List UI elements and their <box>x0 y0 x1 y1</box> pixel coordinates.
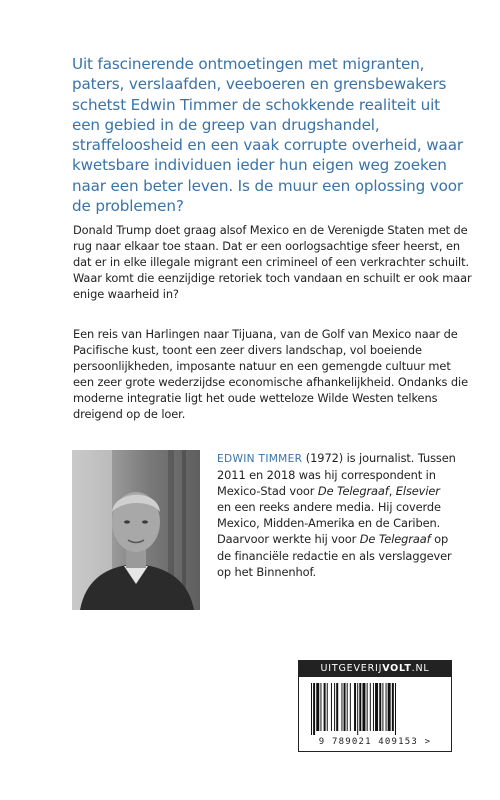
barcode-bar <box>362 683 365 731</box>
barcode <box>309 683 441 735</box>
barcode-bar <box>357 683 358 735</box>
barcode-bar <box>395 683 396 735</box>
publisher-suffix: .NL <box>411 663 430 674</box>
back-cover-blurb: Uit fascinerende ontmoetingen met migranten, paters, verslaafden, veeboeren en grensbewakers schetst Edwin Timmer de schokkende realiteit uit een gebied in de greep van drugshandel, straffeloosheid en een vaak corrupte overheid, waar kwetsbare individuen ieder hun eigen weg zoeken naar een beter leven. Is de muur een oplossing voor de problemen? <box>72 55 464 216</box>
author-name: EDWIN TIMMER <box>217 453 303 465</box>
barcode-bar <box>354 683 356 731</box>
publication-name: Elsevier <box>395 484 440 499</box>
barcode-bar <box>367 683 368 731</box>
barcode-bar <box>350 683 351 731</box>
barcode-bar <box>347 683 348 731</box>
barcode-bar <box>382 683 383 731</box>
barcode-bar <box>386 683 387 731</box>
barcode-bar <box>344 683 346 731</box>
barcode-bar <box>331 683 332 731</box>
publication-name: De Telegraaf <box>359 532 431 547</box>
barcode-bar <box>320 683 321 731</box>
barcode-bar <box>316 683 319 731</box>
publisher-label <box>299 661 451 677</box>
barcode-bar <box>327 683 328 731</box>
isbn-number: 9 789021 409153 > <box>318 737 432 747</box>
barcode-bar <box>336 683 338 731</box>
bio-text-3: op de financiële redactie en als verslaggever op het Binnenhof. <box>217 532 452 579</box>
barcode-bar <box>373 683 374 731</box>
author-bio <box>217 450 457 580</box>
author-photo <box>72 450 200 610</box>
barcode-bar <box>334 683 335 731</box>
barcode-bar <box>392 683 394 731</box>
barcode-bar <box>379 683 381 731</box>
barcode-bar <box>370 683 371 731</box>
barcode-bar <box>375 683 378 731</box>
publisher-brand: VOLT <box>382 663 412 674</box>
barcode-block <box>298 660 452 752</box>
publication-name: De Telegraaf <box>317 484 389 499</box>
description-paragraph-2: Een reis van Harlingen naar Tijuana, van de Golf van Mexico naar de Pacifische kust, toont een zeer divers landschap, vol boeiende persoonlijkheden, imposante natuur en een gemengde cultuur met een zeer grote wederzijdse economische afhankelijkheid. Ondanks die moderne integratie ligt het oude wetteloze Wilde Westen telkens dreigend op de loer. <box>73 327 468 422</box>
barcode-bar <box>388 683 391 731</box>
barcode-bar <box>311 683 312 735</box>
barcode-bar <box>341 683 342 731</box>
barcode-bar <box>324 683 326 731</box>
publisher-prefix: UITGEVERIJ <box>320 663 383 674</box>
description-paragraph-1: Donald Trump doet graag alsof Mexico en de Verenigde Staten met de rug naar elkaar toe staan. Dat er een oorlogsachtige sfeer heerst, en dat er in elke illegale migrant een crimineel of een verkrachter schuilt. Waar komt die eenzijdige retoriek toch vandaan en schuilt er ook maar enige waarheid in? <box>73 223 472 302</box>
bio-text-1: (1972) is journalist. Tussen 2011 en 2018 was hij correspondent in Mexico-Stad voor <box>217 451 456 499</box>
barcode-bar <box>359 683 361 731</box>
barcode-bar <box>313 683 315 735</box>
bio-text-2: en een reeks andere media. Hij coverde Mexico, Midden-Amerika en de Cariben. Daarvoor werkte hij voor <box>217 500 441 547</box>
bio-separator: , <box>388 484 396 499</box>
